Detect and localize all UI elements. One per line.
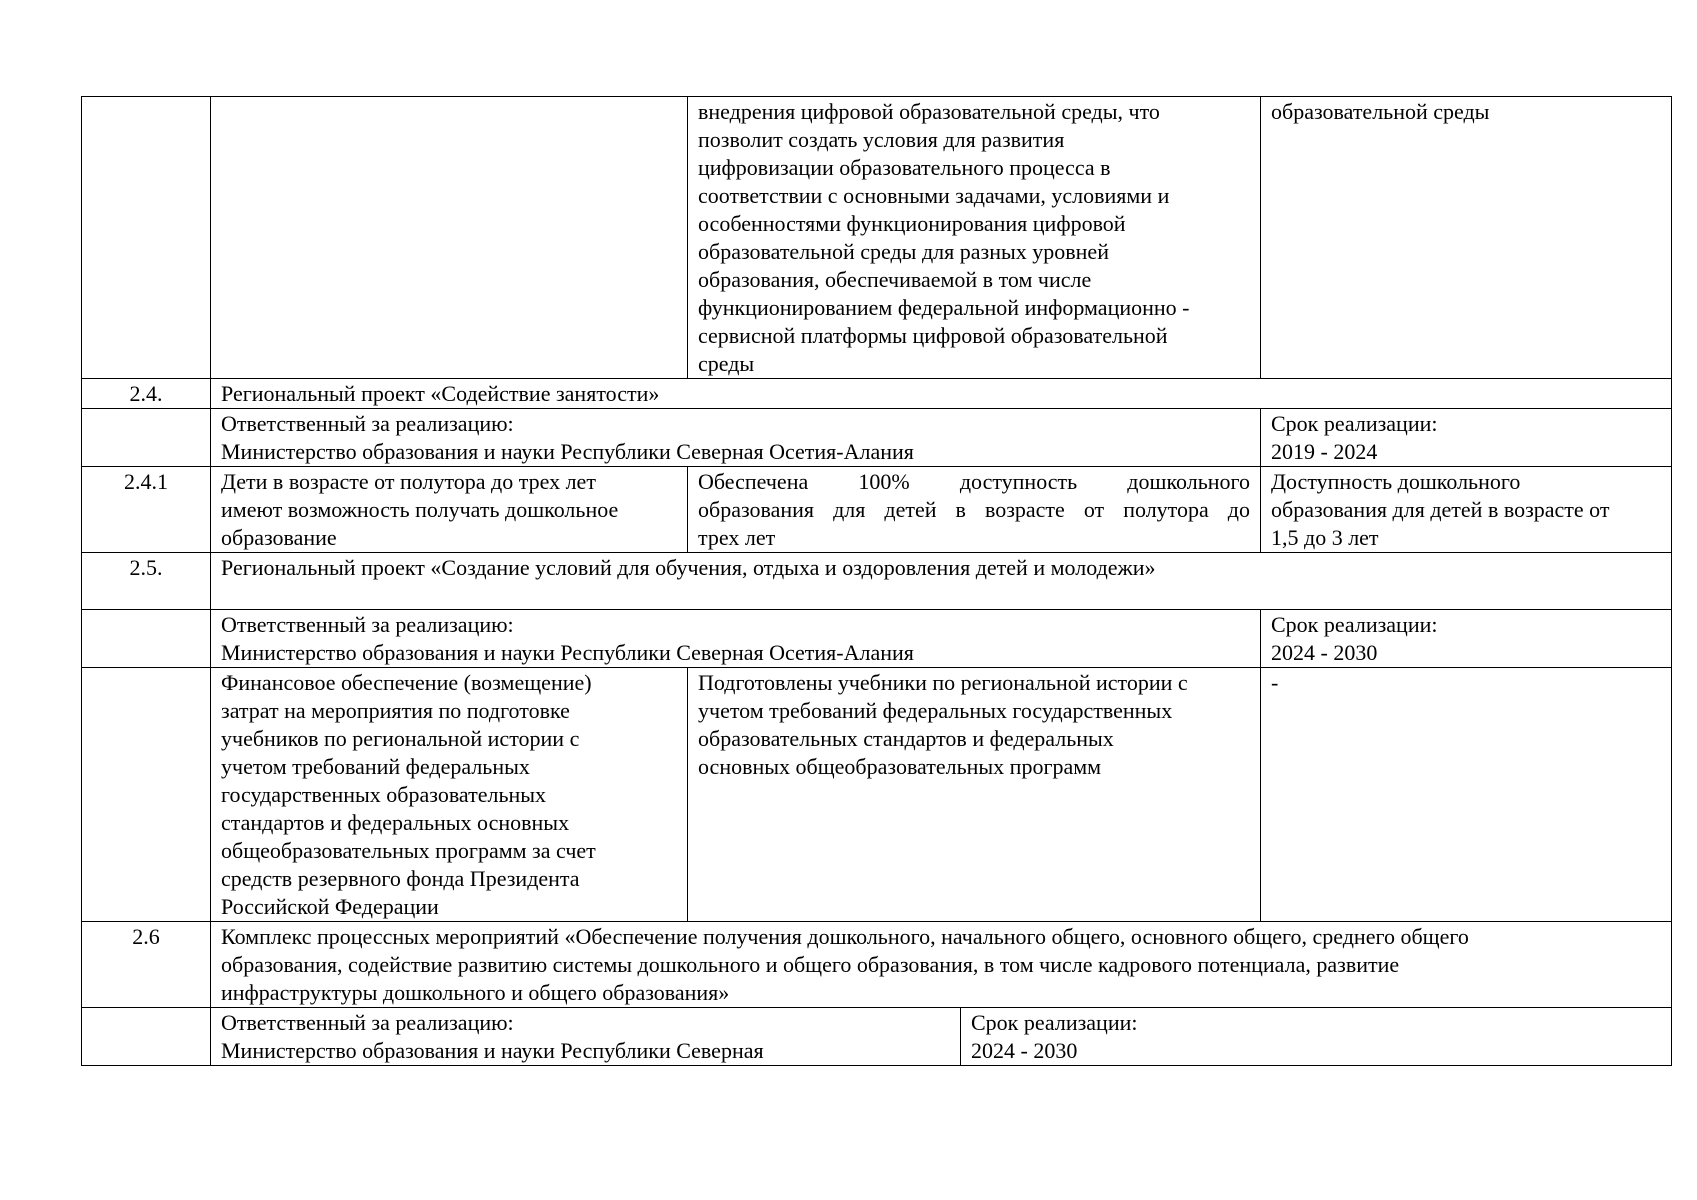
indicator-cell: - (1261, 668, 1672, 922)
task-cell: Финансовое обеспечение (возмещение) затрат на мероприятия по подготовке учебников по региональной истории с учетом требований федеральных государственных образовательных стандартов и федеральных основных общеобразовательных программ за счет средств резервного фонда Президента Российской Федерации (211, 668, 688, 922)
result-cell: Обеспечена 100% доступность дошкольного образования для детей в возрасте от полутора до трех лет (688, 467, 1261, 553)
num-cell: 2.6 (82, 922, 211, 1008)
table-row (82, 467, 1672, 553)
section-title: Комплекс процессных мероприятий «Обеспечение получения дошкольного, начального общего, основного общего, среднего общего образования, содействие развитию системы дошкольного и общего образования, в том числе кадрового потенциала, развитие инфраструктуры дошкольного и общего образования» (211, 922, 1672, 1008)
num-cell (82, 409, 211, 467)
table-row (82, 610, 1672, 668)
num-cell: 2.4.1 (82, 467, 211, 553)
table-row (82, 668, 1672, 922)
section-title: Региональный проект «Содействие занятости» (211, 379, 1672, 409)
indicator-cell: Доступность дошкольного образования для детей в возрасте от 1,5 до 3 лет (1261, 467, 1672, 553)
responsible-cell: Ответственный за реализацию: Министерство образования и науки Республики Северная Осетия-Алания (211, 610, 1261, 668)
term-cell: Срок реализации: 2024 - 2030 (1261, 610, 1672, 668)
table-row (82, 409, 1672, 467)
num-cell (82, 97, 211, 379)
table-row (82, 553, 1672, 610)
table-row (82, 922, 1672, 1008)
table-row (82, 379, 1672, 409)
indicator-cell: образовательной среды (1261, 97, 1672, 379)
section-title: Региональный проект «Создание условий для обучения, отдыха и оздоровления детей и молодежи» (211, 553, 1672, 610)
result-cell: внедрения цифровой образовательной среды, что позволит создать условия для развития цифровизации образовательного процесса в соответствии с основными задачами, условиями и особенностями функционирования цифровой образовательной среды для разных уровней образования, обеспечиваемой в том числе функционированием федеральной информационно - сервисной платформы цифровой образовательной среды (688, 97, 1261, 379)
term-cell: Срок реализации: 2019 - 2024 (1261, 409, 1672, 467)
num-cell (82, 668, 211, 922)
responsible-cell: Ответственный за реализацию: Министерство образования и науки Республики Северная Осетия-Алания (211, 409, 1261, 467)
num-cell (82, 610, 211, 668)
table-row (82, 1008, 1672, 1066)
num-cell (82, 1008, 211, 1066)
term-cell: Срок реализации: 2024 - 2030 (961, 1008, 1672, 1066)
result-cell: Подготовлены учебники по региональной истории с учетом требований федеральных государственных образовательных стандартов и федеральных основных общеобразовательных программ (688, 668, 1261, 922)
task-cell: Дети в возрасте от полутора до трех лет имеют возможность получать дошкольное образование (211, 467, 688, 553)
task-cell (211, 97, 688, 379)
num-cell: 2.5. (82, 553, 211, 610)
activities-table (81, 96, 1672, 1066)
table-row (82, 97, 1672, 379)
num-cell: 2.4. (82, 379, 211, 409)
responsible-cell: Ответственный за реализацию: Министерство образования и науки Республики Северная (211, 1008, 961, 1066)
